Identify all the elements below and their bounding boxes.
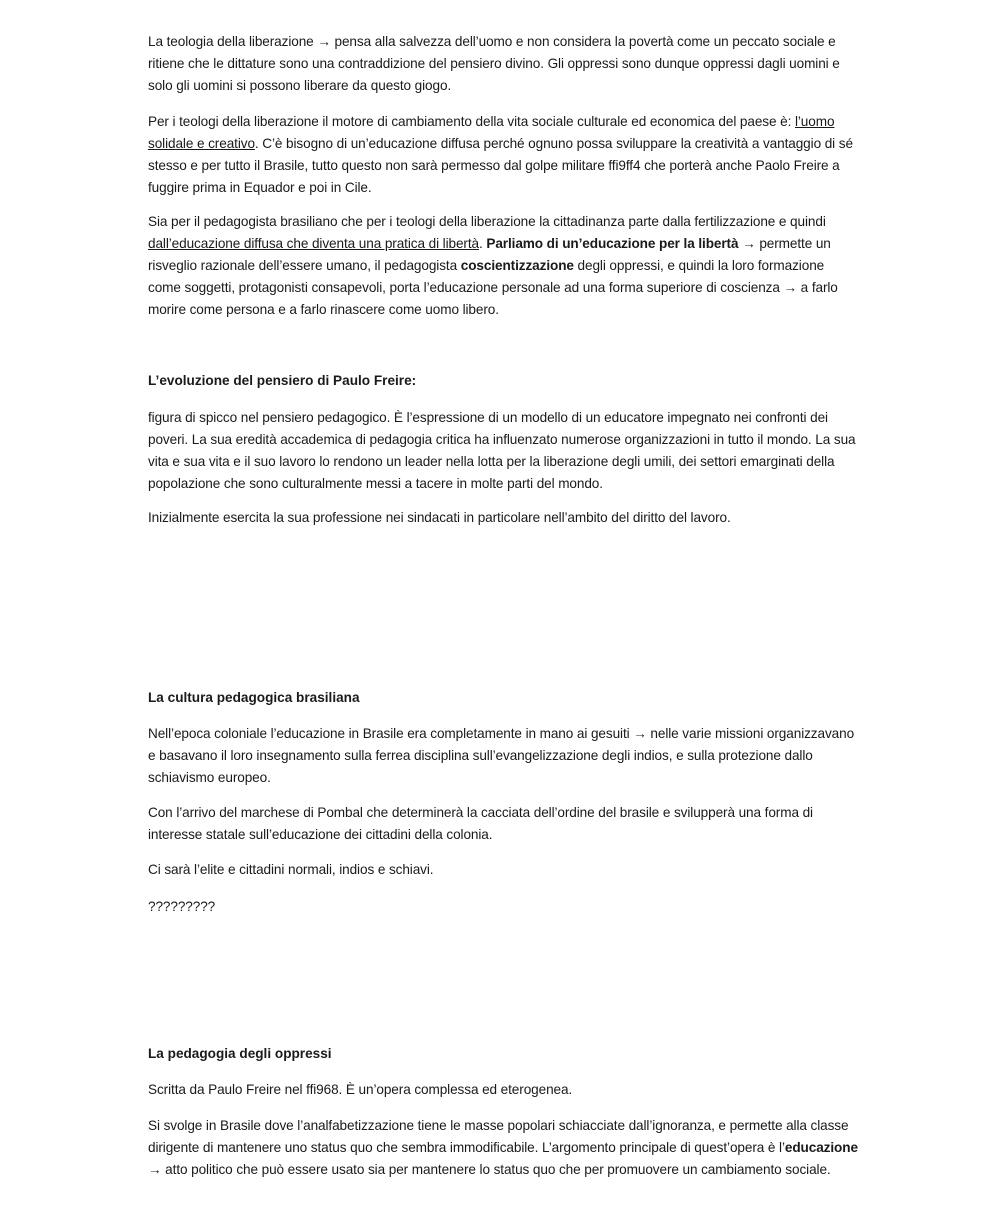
arrow-right-icon: →	[148, 1162, 162, 1177]
arrow-right-icon: →	[317, 34, 331, 49]
paragraph-question-marks: ?????????	[148, 899, 216, 914]
paragraph-epoca-coloniale: Nell’epoca coloniale l’educazione in Brasile era completamente in mano ai gesuiti → nelle varie missioni organizzavano e basavano il loro insegnamento sulla ferrea disciplina sull’evangelizzazione degli indios, e sulla protezione dallo schiavismo europeo.	[148, 726, 855, 785]
paragraph-scritta-freire: Scritta da Paulo Freire nel ffi968. È un’opera complessa ed eterogenea.	[148, 1082, 573, 1097]
section-heading-pedagogia-oppressi: La pedagogia degli oppressi	[148, 1046, 332, 1061]
paragraph-marchese-pombal: Con l’arrivo del marchese di Pombal che determinerà la cacciata dell’ordine del brasile e svilupperà una forma di interesse statale sull’educazione dei cittadini della colonia.	[148, 805, 813, 842]
arrow-right-icon: →	[633, 726, 647, 741]
paragraph-pedagogista-brasiliano: Sia per il pedagogista brasiliano che per i teologi della liberazione la cittadinanza parte dalla fertilizzazione e quindi dall’educazione diffusa che diventa una pratica di libertà. Parliamo di un’educazione per la libertà → permette un risveglio razionale dell’essere umano, il pedagogista coscientizzazione degli oppressi, e quindi la loro formazione come soggetti, protagonisti consapevoli, porta l’educazione personale ad una forma superiore di coscienza → a farlo morire come persona e a farlo rinascere come uomo libero.	[148, 214, 838, 317]
section-heading-evoluzione: L’evoluzione del pensiero di Paulo Freire:	[148, 373, 417, 388]
paragraph-professione-sindacati: Inizialmente esercita la sua professione nei sindacati in particolare nell’ambito del diritto del lavoro.	[148, 510, 731, 525]
arrow-right-icon: →	[783, 280, 797, 295]
paragraph-figura-spicco: figura di spicco nel pensiero pedagogico. È l’espressione di un modello di un educatore impegnato nei confronti dei poveri. La sua eredità accademica di pedagogia critica ha influenzato numerose organizzazioni in tutto il mondo. La sua vita e sua vita e il suo lavoro lo rendono un leader nella lotta per la liberazione degli umili, dei settori emarginati della popolazione che sono culturalmente messi a tacere in molte parti del mondo.	[148, 410, 856, 491]
arrow-right-icon: →	[742, 236, 756, 251]
paragraph-elite: Ci sarà l’elite e cittadini normali, indios e schiavi.	[148, 862, 434, 877]
paragraph-teologia-liberazione: La teologia della liberazione → pensa alla salvezza dell’uomo e non considera la povertà come un peccato sociale e ritiene che le dittature sono una contraddizione del pensiero divino. Gli oppressi sono dunque oppressi dagli uomini e solo gli uomini si possono liberare da questo giogo.	[148, 34, 840, 93]
paragraph-motore-cambiamento: Per i teologi della liberazione il motore di cambiamento della vita sociale culturale ed economica del paese è: l’uomo solidale e creativo. C’è bisogno di un’educazione diffusa perché ognuno possa sviluppare la creatività a vantaggio di sé stesso e per tutto il Brasile, tutto questo non sarà permesso dal golpe militare ffi9ff4 che porterà anche Paolo Freire a fuggire prima in Equador e poi in Cile.	[148, 114, 853, 195]
section-heading-cultura-pedagogica: La cultura pedagogica brasiliana	[148, 690, 360, 705]
paragraph-analfabetizzazione: Si svolge in Brasile dove l’analfabetizzazione tiene le masse popolari schiacciate dall’ignoranza, e permette alla classe dirigente di mantenere uno status quo che sembra immodificabile. L’argomento principale di quest’opera è l’educazione → atto politico che può essere usato sia per mantenere lo status quo che per promuovere un cambiamento sociale.	[148, 1118, 858, 1177]
